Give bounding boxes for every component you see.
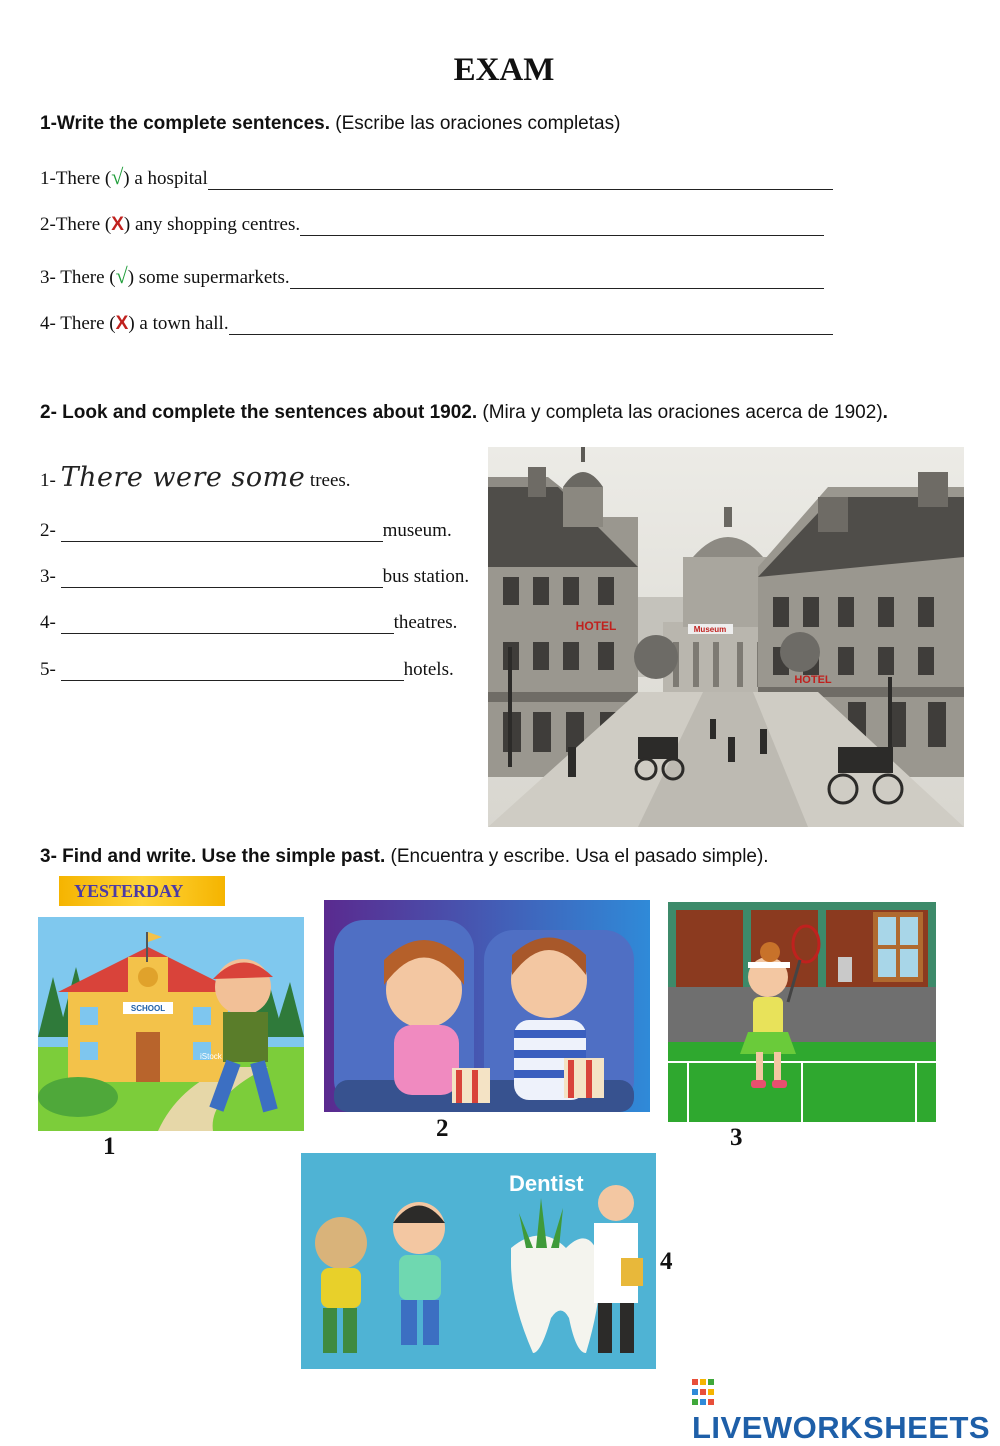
hotel-sign-right: HOTEL	[794, 674, 832, 686]
s2-sentence-5: 5- hotels.	[40, 659, 454, 680]
picture-number-4: 4	[660, 1248, 673, 1275]
s1-sentence-3: 3- There (√) some supermarkets.	[40, 263, 824, 289]
s2-answer-5-input[interactable]	[61, 660, 404, 681]
museum-sign: Museum	[693, 625, 727, 634]
picture-girl-playing-badminton	[668, 902, 936, 1122]
picture-number-2: 2	[436, 1115, 449, 1142]
check-icon: √	[111, 164, 124, 189]
dentist-label: Dentist	[509, 1171, 584, 1196]
cross-icon: X	[111, 214, 124, 235]
s1-sentence-4: 4- There (X) a town hall.	[40, 313, 833, 335]
section1-heading-translation: (Escribe las oraciones completas)	[330, 113, 621, 134]
example-handwriting: There were some	[60, 462, 306, 493]
s1-sentence-2: 2-There (X) any shopping centres.	[40, 214, 824, 236]
s2-example-sentence: 1- There were some trees.	[40, 462, 351, 493]
section2-heading: 2- Look and complete the sentences about 1902. (Mira y completa las oraciones acerca de 1902).	[40, 402, 888, 423]
picture-boy-going-to-school	[38, 917, 304, 1131]
yesterday-label: YESTERDAY	[59, 876, 225, 906]
s2-sentence-3: 3- bus station.	[40, 566, 470, 587]
section1-heading-bold: 1-Write the complete sentences.	[40, 113, 331, 134]
s2-answer-2-input[interactable]	[61, 521, 383, 542]
s2-answer-4-input[interactable]	[61, 613, 394, 634]
picture-number-1: 1	[103, 1133, 116, 1160]
cross-icon: X	[115, 313, 129, 334]
picture-kids-at-cinema	[324, 900, 650, 1112]
hotel-sign-left: HOTEL	[575, 619, 617, 633]
logo-icon	[692, 1379, 714, 1405]
logo-text: LIVEWORKSHEETS	[692, 1410, 991, 1445]
town-1902-illustration	[488, 447, 964, 827]
s1-answer-4-input[interactable]	[229, 314, 833, 335]
s1-sentence-1: 1-There (√) a hospital	[40, 164, 833, 190]
picture-dentist	[301, 1153, 656, 1369]
section3-heading: 3- Find and write. Use the simple past. (Encuentra y escribe. Usa el pasado simple).	[40, 846, 769, 867]
s1-answer-3-input[interactable]	[290, 268, 824, 289]
liveworksheets-logo	[692, 1374, 1000, 1446]
s2-answer-3-input[interactable]	[61, 567, 383, 588]
school-sign: SCHOOL	[130, 1004, 166, 1013]
section1-heading	[40, 113, 620, 135]
s1-answer-2-input[interactable]	[300, 215, 824, 236]
picture-number-3: 3	[730, 1124, 743, 1151]
check-icon: √	[115, 263, 128, 288]
istock-watermark: iStock	[200, 1052, 222, 1061]
s2-sentence-4: 4- theatres.	[40, 612, 458, 633]
page-title: EXAM	[453, 52, 555, 88]
s1-answer-1-input[interactable]	[208, 169, 833, 190]
s2-sentence-2: 2- museum.	[40, 520, 452, 541]
